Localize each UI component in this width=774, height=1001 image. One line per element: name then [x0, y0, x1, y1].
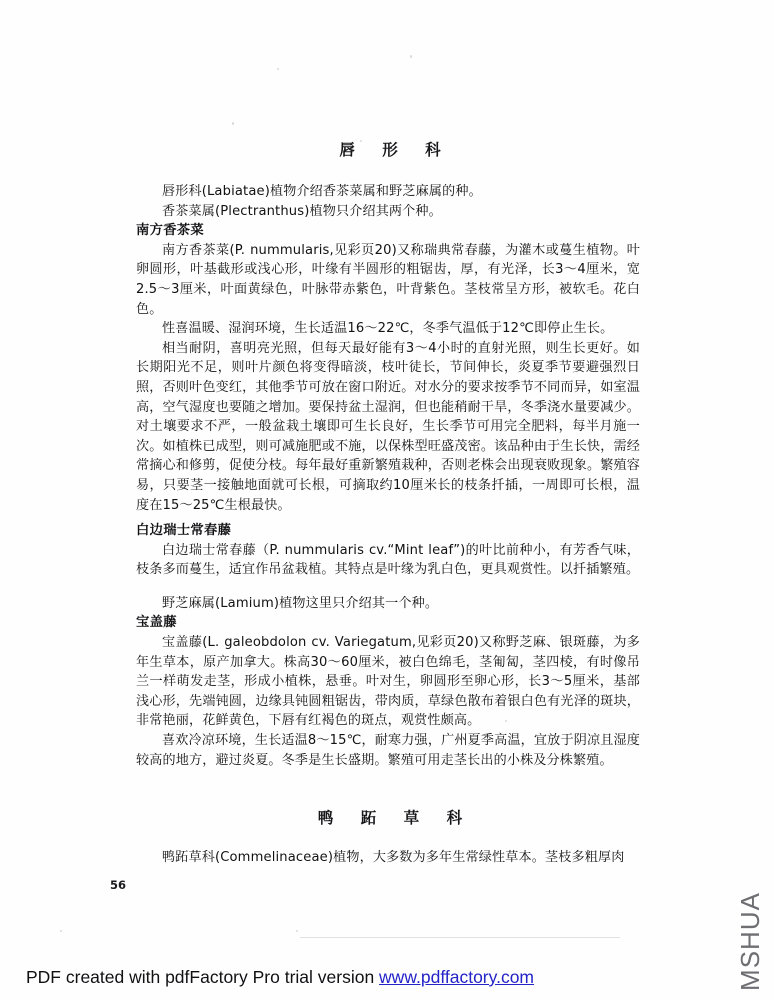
scan-speck: [277, 68, 279, 70]
species-heading-baibian-ruishi-changchunteng: 白边瑞士常春藤: [136, 523, 232, 539]
intro-paragraph-commelinaceae: 鸭跖草科(Commelinaceae)植物，大多数为多年生常绿性草本。茎枝多粗厚肉: [162, 850, 625, 866]
family-heading-labiatae: 唇 形 科: [339, 141, 452, 159]
side-brand-mark: [730, 884, 770, 998]
species-description-baogaiteng: 宝盖藤(L. galeobdolon cv. Variegatum,见彩页20)又称野芝麻、银斑藤，为多年生草本，原产加拿大。株高30～60厘米，被白色绵毛，茎匍匐，茎四棱，有时像吊兰一样萌发走茎，形成小植株，悬垂。叶对生，卵圆形至卵心形，长3～5厘米，基部浅心形，先端钝圆，边缘具钝圆粗锯齿，带肉质，草绿色散布着银白色有光泽的斑块，非常艳丽，花鲜黄色，下唇有红褐色的斑点，观赏性颇高。: [136, 635, 640, 729]
intro-paragraph-labiatae: 唇形科(Labiatae)植物介绍香茶菜属和野芝麻属的种。: [162, 184, 482, 199]
cultivation-paragraph-nanfang-xiangchacai: 相当耐阴，喜明亮光照，但每天最好能有3～4小时的直射光照，则生长更好。如长期阳光不足，则叶片颜色将变得暗淡，枝叶徒长，节间伸长，炎夏季节要避强烈日照，否则叶色变红，其他季节可放在窗口附近。对水分的要求按季节不同而异，如室温高，空气湿度也要随之增加。要保持盆土湿润，但也能稍耐干旱，冬季浇水量要减少。对土壤要求不严，一般盆栽土壤即可生长良好，生长季节可用完全肥料，每半月施一次。如植株已成型，则可减施肥或不施，以保株型旺盛茂密。该品种由于生长快，需经常摘心和修剪，促使分枝。每年最好重新繁殖栽种，否则老株会出现衰败现象。繁殖容易，只要茎一接触地面就可长根，可摘取约10厘米长的枝条扦插，一周即可长根，温度在15～25℃生根最快。: [136, 340, 640, 513]
climate-paragraph-baogaiteng: 喜欢冷凉环境，生长适温8～15℃，耐寒力强，广州夏季高温，宜放于阴凉且湿度较高的地方，避过炎夏。冬季是生长盛期。繁殖可用走茎长出的小株及分株繁殖。: [136, 733, 640, 768]
footer-text: PDF created with pdfFactory Pro trial version: [26, 967, 380, 987]
climate-paragraph-nanfang-xiangchacai: 性喜温暖、湿润环境，生长适温16～22℃，冬季气温低于12℃即停止生长。: [162, 321, 614, 337]
side-brand-label: MSHUA: [734, 891, 765, 991]
scan-speck: [60, 930, 62, 932]
scan-speck: [232, 122, 234, 125]
species-description-baibian-ruishi-changchunteng: 白边瑞士常春藤（P. nummularis cv.“Mint leaf”)的叶比前种小，有芳香气味，枝条多而蔓生，适宜作吊盆栽植。其特点是叶缘为乳白色，更具观赏性。以扦插繁殖。: [136, 542, 640, 578]
genus-paragraph-plectranthus: 香茶菜属(Plectranthus)植物只介绍其两个种。: [162, 203, 442, 219]
species-heading-nanfang-xiangchacai: 南方香茶菜: [136, 223, 204, 239]
genus-paragraph-lamium: 野芝麻属(Lamium)植物这里只介绍其一个种。: [162, 595, 439, 611]
species-description-nanfang-xiangchacai: 南方香茶菜(P. nummularis,见彩页20)又称瑞典常春藤，为灌木或蔓生植物。叶卵圆形，叶基截形或浅心形，叶缘有半圆形的粗锯齿，厚，有光泽，长3～4厘米，宽2.5～3厘米，叶面黄绿色，叶脉带赤紫色，叶背紫色。茎枝常呈方形，被软毛。花白色。: [136, 242, 640, 317]
species-heading-baogaiteng: 宝盖藤: [136, 615, 177, 631]
family-heading-commelinaceae: 鸭 跖 草 科: [317, 809, 474, 828]
pdffactory-link[interactable]: www.pdffactory.com: [379, 967, 535, 987]
scan-artifact-line: [300, 937, 620, 938]
page-body: [136, 138, 640, 868]
page-number: 56: [110, 878, 127, 892]
scan-speck: [296, 930, 298, 932]
scan-speck: [410, 55, 412, 58]
pdf-trial-footer: [26, 967, 534, 988]
block-spacer: [136, 580, 640, 594]
